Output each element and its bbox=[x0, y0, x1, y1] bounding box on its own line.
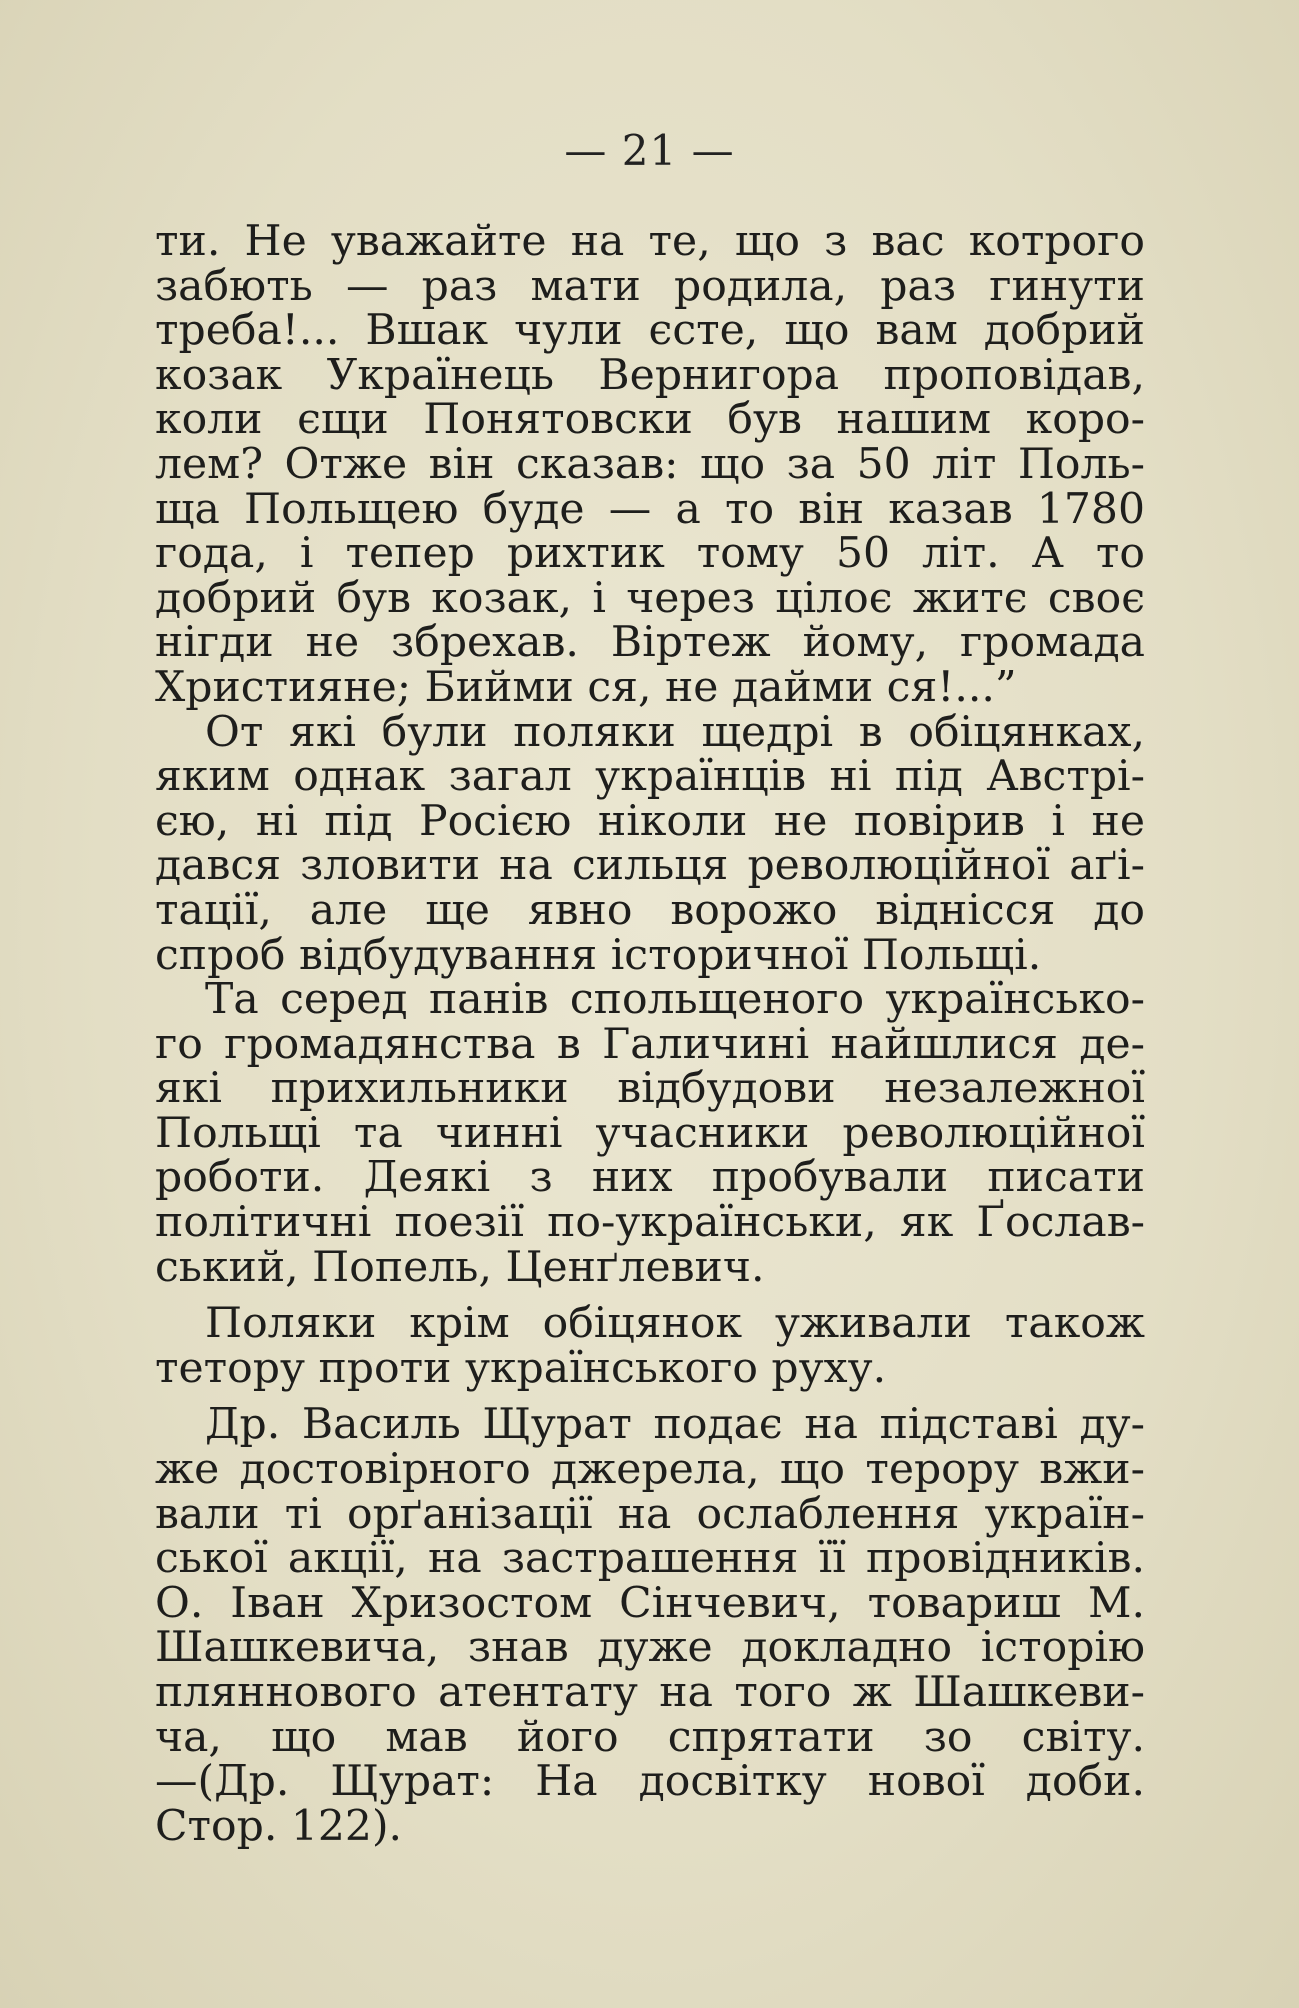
paragraph bbox=[155, 975, 1145, 1292]
text-line: коли єщи Понятовски був нашим коро- bbox=[155, 395, 1145, 445]
text-line: ської акції, на застрашення її провідників. bbox=[155, 1534, 1145, 1584]
text-line: спроб відбудування історичної Польщі. bbox=[155, 930, 1042, 980]
text-line: Та серед панів спольщеного українсько- bbox=[205, 975, 1145, 1025]
paragraph bbox=[155, 1400, 1145, 1851]
text-line: дався зловити на сильця революційної аґі- bbox=[155, 841, 1145, 891]
text-line: козак Українець Вернигора проповідав, bbox=[155, 350, 1145, 400]
text-line: ча, що мав його спрятати зо світу. bbox=[155, 1712, 1145, 1762]
text-line: го громадянства в Галичині найшлися де- bbox=[155, 1019, 1145, 1069]
text-line: лем? Отже він сказав: що за 50 літ Поль- bbox=[155, 439, 1145, 489]
text-line: От які були поляки щедрі в обіцянках, bbox=[205, 707, 1145, 757]
text-line: яким однак загал українців ні під Австрі- bbox=[155, 752, 1145, 802]
text-line: вали ті орґанізації на ослаблення україн- bbox=[155, 1489, 1145, 1539]
text-line: Поляки крім обіцянок уживали також bbox=[205, 1299, 1145, 1349]
text-line: Польщі та чинні учасники революційної bbox=[155, 1108, 1145, 1158]
text-line: Шашкевича, знав дуже докладно історію bbox=[155, 1623, 1145, 1673]
text-line: нігди не збрехав. Віртеж йому, громада bbox=[155, 618, 1145, 668]
text-line: ща Польщею буде — а то він казав 1780 bbox=[155, 484, 1145, 534]
paragraph bbox=[155, 1299, 1145, 1393]
text-line: єю, ні під Росією ніколи не повірив і не bbox=[155, 796, 1145, 846]
text-line: тації, але ще явно ворожо віднісся до bbox=[155, 885, 1145, 935]
text-line: же достовірного джерела, що терору вжи- bbox=[155, 1445, 1145, 1495]
text-line: пляннового атентату на того ж Шашкеви- bbox=[155, 1668, 1145, 1717]
text-line: політичні поезії по-українськи, як Ґослав- bbox=[155, 1198, 1145, 1248]
text-line: ти. Не уважайте на те, що з вас котрого bbox=[155, 217, 1145, 266]
text-line: Стор. 122). bbox=[155, 1801, 403, 1851]
text-line: Др. Василь Щурат подає на підставі ду- bbox=[205, 1400, 1145, 1450]
text-line: тетору проти українського руху. bbox=[155, 1343, 887, 1393]
paragraph bbox=[155, 217, 1145, 712]
paragraph bbox=[155, 707, 1145, 980]
text-line: добрий був козак, і через цілоє житє своє bbox=[155, 573, 1145, 623]
text-line: года, і тепер рихтик тому 50 літ. А то bbox=[155, 529, 1145, 579]
text-line: О. Іван Хризостом Сінчевич, товариш М. bbox=[155, 1578, 1145, 1628]
text-line: роботи. Деякі з них пробували писати bbox=[155, 1153, 1145, 1203]
page-number: — 21 — bbox=[564, 126, 735, 175]
text-line: треба!... Вшак чули єсте, що вам добрий bbox=[155, 306, 1145, 356]
text-line: ський, Попель, Ценґлевич. bbox=[155, 1242, 765, 1292]
text-line: які прихильники відбудови незалежної bbox=[155, 1064, 1145, 1114]
body-text bbox=[155, 217, 1145, 1851]
text-line: забють — раз мати родила, раз гинути bbox=[155, 261, 1145, 311]
text-line: Християне; Бийми ся, не дайми ся!...” bbox=[155, 662, 1017, 712]
text-line: —(Др. Щурат: На досвітку нової доби. bbox=[155, 1757, 1145, 1807]
